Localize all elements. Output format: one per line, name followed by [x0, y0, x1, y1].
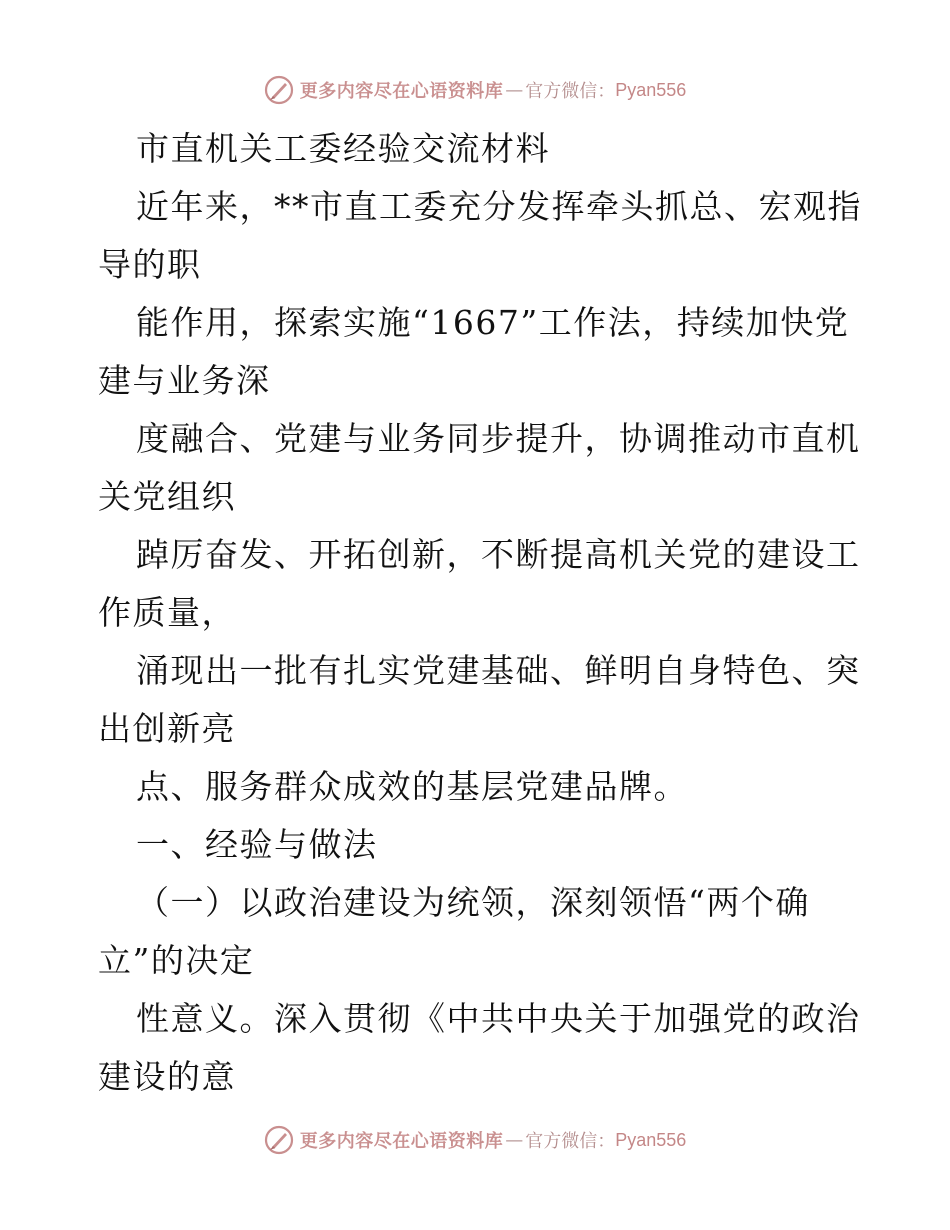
watermark-id: Pyan556 — [615, 1129, 687, 1150]
subsection-heading: （一）以政治建设为统领，深刻领悟“两个确 — [136, 883, 810, 922]
text-line: 能作用，探索实施“1667”工作法，持续加快党 — [136, 303, 850, 342]
watermark-id: Pyan556 — [615, 79, 687, 100]
header-watermark — [0, 70, 950, 110]
document-body — [98, 120, 862, 1106]
watermark-label: 官方微信： — [525, 1131, 616, 1152]
quill-pen-logo-icon — [264, 75, 294, 105]
footer-watermark — [0, 1120, 950, 1160]
text-line: 建设的意 — [98, 1057, 236, 1096]
text-line: 关党组织 — [98, 477, 236, 516]
watermark-brand: 更多内容尽在心语资料库 — [299, 1131, 504, 1152]
text-line: 出创新亮 — [98, 709, 236, 748]
watermark-label: 官方微信： — [525, 81, 616, 102]
text-line: 近年来，**市直工委充分发挥牵头抓总、宏观指 — [136, 187, 862, 226]
text-line: 点、服务群众成效的基层党建品牌。 — [136, 767, 688, 806]
text-line: 作质量， — [98, 593, 236, 632]
text-line: 度融合、党建与业务同步提升，协调推动市直机 — [136, 419, 861, 458]
document-title: 市直机关工委经验交流材料 — [136, 129, 550, 168]
text-line: 导的职 — [98, 245, 202, 284]
text-line: 性意义。深入贯彻《中共中央关于加强党的政治 — [136, 999, 861, 1038]
watermark-separator: — — [505, 79, 524, 101]
text-line: 涌现出一批有扎实党建基础、鲜明自身特色、突 — [136, 651, 861, 690]
section-heading: 一、经验与做法 — [136, 825, 378, 864]
quill-pen-logo-icon — [264, 1125, 294, 1155]
watermark-brand: 更多内容尽在心语资料库 — [299, 81, 504, 102]
watermark-separator: — — [505, 1129, 524, 1151]
text-line: 踔厉奋发、开拓创新，不断提高机关党的建设工 — [136, 535, 861, 574]
text-line: 建与业务深 — [98, 361, 271, 400]
text-line: 立”的决定 — [98, 941, 255, 980]
